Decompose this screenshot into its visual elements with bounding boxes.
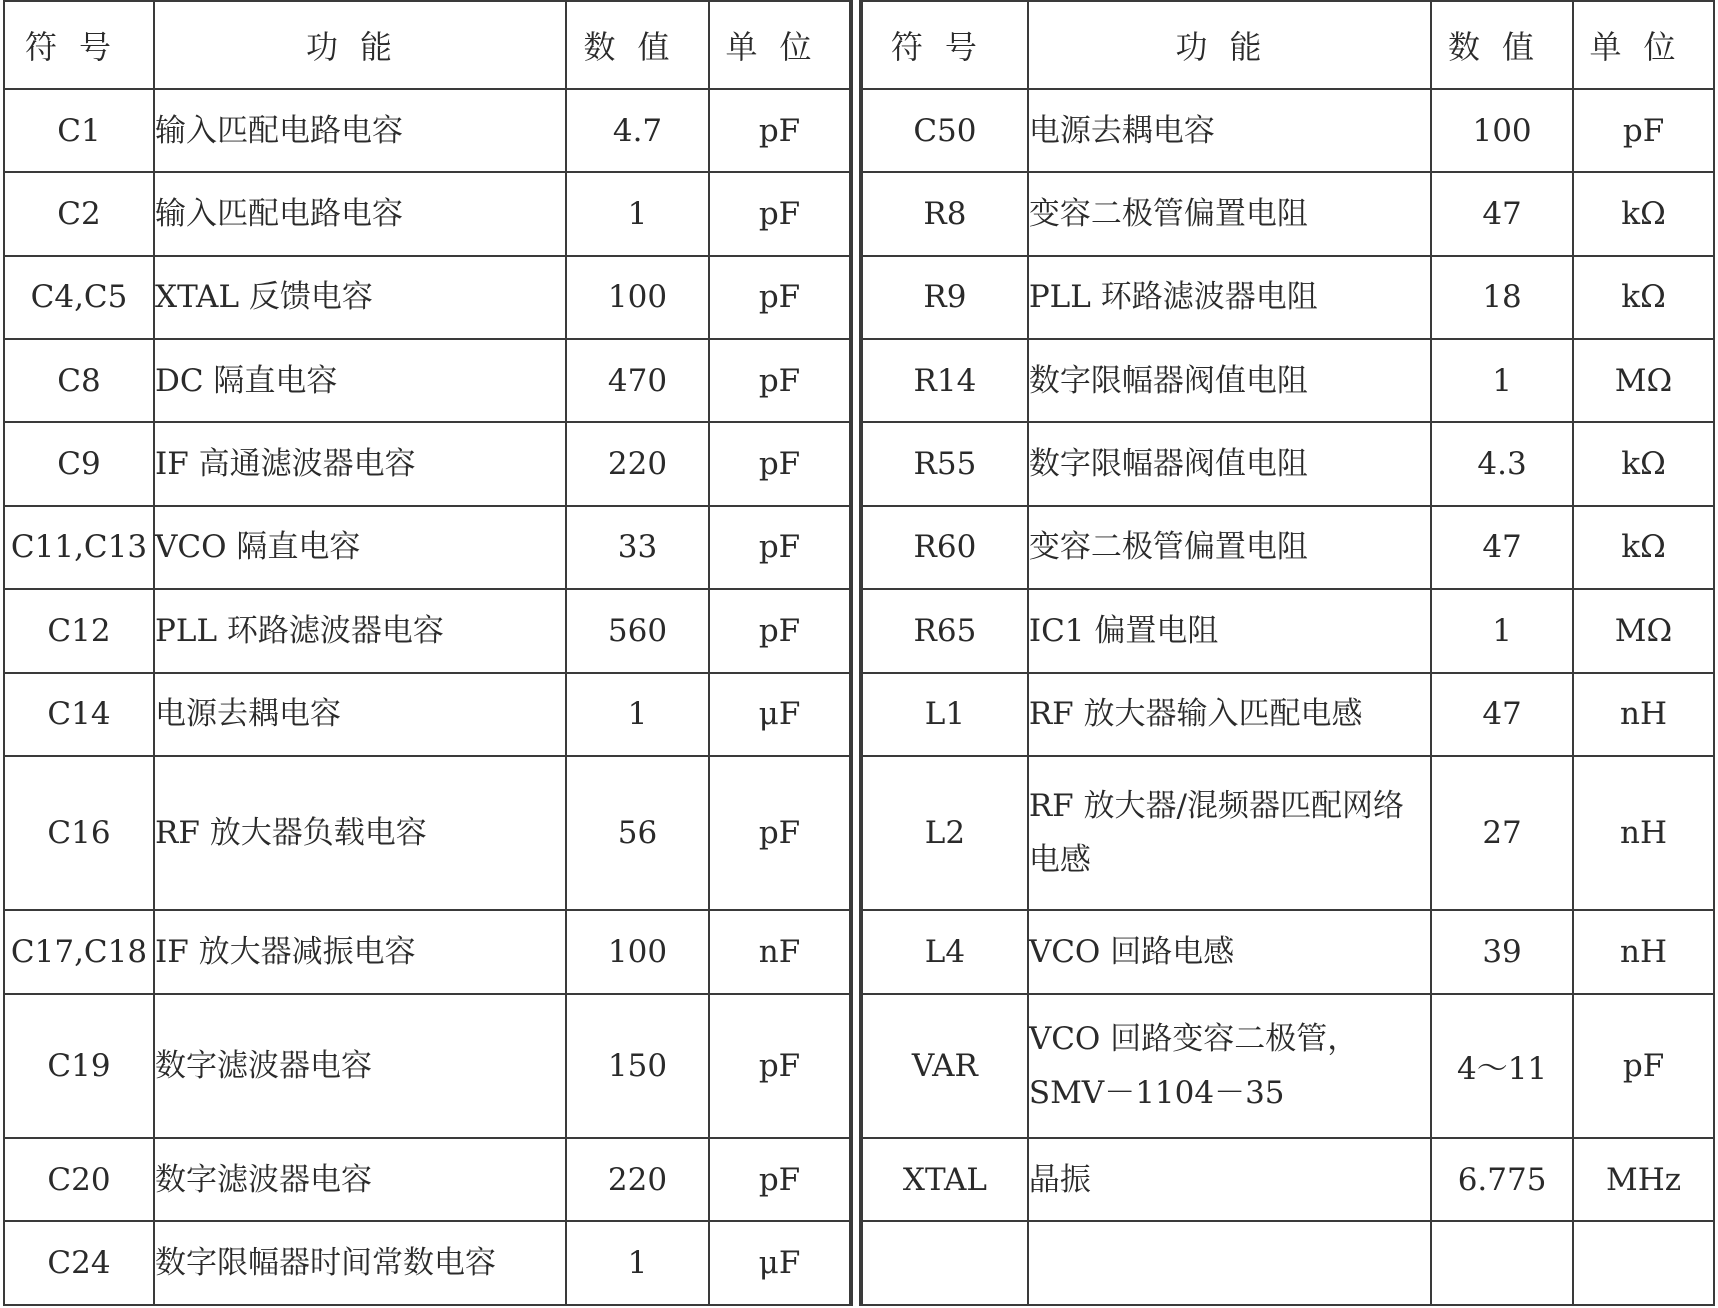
- cell-symbol: C16: [4, 756, 154, 911]
- cell-symbol: C9: [4, 422, 154, 505]
- table-row: [862, 910, 1714, 993]
- cell-symbol: [862, 1221, 1028, 1305]
- cell-function: 输入匹配电路电容: [154, 89, 566, 172]
- header-symbol: 符号: [4, 1, 154, 89]
- cell-unit: [1573, 1221, 1714, 1305]
- component-table-left: [3, 0, 851, 1306]
- cell-symbol: C4,C5: [4, 256, 154, 339]
- cell-value: 100: [566, 910, 709, 993]
- cell-unit: kΩ: [1573, 172, 1714, 255]
- cell-value: 4～11: [1431, 994, 1573, 1138]
- table-row: [4, 1221, 850, 1305]
- header-value: 数值: [566, 1, 709, 89]
- cell-function: VCO 回路变容二极管，SMV－1104－35: [1028, 994, 1431, 1138]
- cell-symbol: C50: [862, 89, 1028, 172]
- cell-function: 数字限幅器阀值电阻: [1028, 422, 1431, 505]
- cell-function: 数字限幅器阀值电阻: [1028, 339, 1431, 422]
- table-row: [4, 422, 850, 505]
- cell-unit: nH: [1573, 756, 1714, 911]
- table-row: [862, 89, 1714, 172]
- cell-function: 晶振: [1028, 1138, 1431, 1221]
- cell-unit: pF: [709, 994, 850, 1138]
- cell-symbol: R65: [862, 589, 1028, 672]
- table-row: [862, 339, 1714, 422]
- cell-value: 33: [566, 506, 709, 589]
- cell-unit: nH: [1573, 910, 1714, 993]
- table-row: [4, 89, 850, 172]
- cell-unit: pF: [709, 589, 850, 672]
- cell-unit: pF: [709, 89, 850, 172]
- table-row: [862, 256, 1714, 339]
- cell-function: RF 放大器负载电容: [154, 756, 566, 911]
- cell-unit: pF: [709, 339, 850, 422]
- table-row: [4, 172, 850, 255]
- cell-symbol: C17,C18: [4, 910, 154, 993]
- header-function: 功能: [1028, 1, 1431, 89]
- header-symbol: 符号: [862, 1, 1028, 89]
- table-row: [4, 910, 850, 993]
- cell-function: IF 放大器减振电容: [154, 910, 566, 993]
- cell-function: 数字滤波器电容: [154, 994, 566, 1138]
- cell-unit: pF: [709, 256, 850, 339]
- column-divider: [851, 0, 861, 1306]
- table-row: [862, 589, 1714, 672]
- cell-function: VCO 回路电感: [1028, 910, 1431, 993]
- cell-symbol: R9: [862, 256, 1028, 339]
- cell-symbol: XTAL: [862, 1138, 1028, 1221]
- cell-value: 1: [566, 1221, 709, 1305]
- cell-value: 18: [1431, 256, 1573, 339]
- cell-unit: MHz: [1573, 1138, 1714, 1221]
- right-table-body: [862, 89, 1714, 1305]
- cell-symbol: L2: [862, 756, 1028, 911]
- cell-symbol: C11,C13: [4, 506, 154, 589]
- cell-symbol: R14: [862, 339, 1028, 422]
- cell-function: IC1 偏置电阻: [1028, 589, 1431, 672]
- cell-value: 100: [566, 256, 709, 339]
- cell-value: 220: [566, 422, 709, 505]
- cell-symbol: L4: [862, 910, 1028, 993]
- cell-function: 数字限幅器时间常数电容: [154, 1221, 566, 1305]
- cell-symbol: C2: [4, 172, 154, 255]
- table-row: [862, 1138, 1714, 1221]
- cell-function: DC 隔直电容: [154, 339, 566, 422]
- header-unit: 单位: [1573, 1, 1714, 89]
- cell-unit: kΩ: [1573, 506, 1714, 589]
- cell-function: RF 放大器/混频器匹配网络电感: [1028, 756, 1431, 911]
- cell-symbol: C14: [4, 673, 154, 756]
- cell-value: 47: [1431, 172, 1573, 255]
- cell-function: PLL 环路滤波器电容: [154, 589, 566, 672]
- header-unit: 单位: [709, 1, 850, 89]
- cell-symbol: C24: [4, 1221, 154, 1305]
- cell-function: PLL 环路滤波器电阻: [1028, 256, 1431, 339]
- table-row: [862, 673, 1714, 756]
- table-row: [4, 256, 850, 339]
- cell-function: IF 高通滤波器电容: [154, 422, 566, 505]
- cell-value: 47: [1431, 673, 1573, 756]
- table-row: [4, 1138, 850, 1221]
- cell-unit: pF: [709, 172, 850, 255]
- cell-symbol: C19: [4, 994, 154, 1138]
- cell-symbol: C12: [4, 589, 154, 672]
- cell-unit: pF: [709, 506, 850, 589]
- cell-value: 150: [566, 994, 709, 1138]
- cell-function: [1028, 1221, 1431, 1305]
- cell-unit: pF: [709, 422, 850, 505]
- table-row: [4, 994, 850, 1138]
- cell-value: 470: [566, 339, 709, 422]
- cell-unit: nH: [1573, 673, 1714, 756]
- table-row: [862, 756, 1714, 911]
- table-row: [862, 1221, 1714, 1305]
- cell-function: VCO 隔直电容: [154, 506, 566, 589]
- cell-value: 47: [1431, 506, 1573, 589]
- cell-value: 1: [1431, 589, 1573, 672]
- cell-value: 4.7: [566, 89, 709, 172]
- cell-value: 4.3: [1431, 422, 1573, 505]
- header-row: [4, 1, 850, 89]
- component-table: [3, 0, 1715, 1306]
- cell-unit: kΩ: [1573, 422, 1714, 505]
- cell-unit: μF: [709, 673, 850, 756]
- cell-symbol: C8: [4, 339, 154, 422]
- cell-value: 220: [566, 1138, 709, 1221]
- cell-function: RF 放大器输入匹配电感: [1028, 673, 1431, 756]
- cell-value: 39: [1431, 910, 1573, 993]
- cell-unit: pF: [709, 756, 850, 911]
- table-row: [862, 172, 1714, 255]
- cell-unit: MΩ: [1573, 589, 1714, 672]
- component-table-right: [861, 0, 1715, 1306]
- cell-unit: MΩ: [1573, 339, 1714, 422]
- cell-function: 输入匹配电路电容: [154, 172, 566, 255]
- table-row: [4, 339, 850, 422]
- table-row: [862, 994, 1714, 1138]
- table-row: [4, 506, 850, 589]
- cell-value: 56: [566, 756, 709, 911]
- table-row: [4, 756, 850, 911]
- cell-symbol: R8: [862, 172, 1028, 255]
- table-row: [862, 422, 1714, 505]
- cell-value: 100: [1431, 89, 1573, 172]
- cell-function: 变容二极管偏置电阻: [1028, 172, 1431, 255]
- cell-value: 6.775: [1431, 1138, 1573, 1221]
- cell-value: 560: [566, 589, 709, 672]
- cell-unit: pF: [1573, 994, 1714, 1138]
- cell-symbol: R55: [862, 422, 1028, 505]
- cell-unit: nF: [709, 910, 850, 993]
- header-row: [862, 1, 1714, 89]
- cell-function: 数字滤波器电容: [154, 1138, 566, 1221]
- left-table-body: [4, 89, 850, 1305]
- cell-function: XTAL 反馈电容: [154, 256, 566, 339]
- cell-symbol: VAR: [862, 994, 1028, 1138]
- cell-unit: pF: [1573, 89, 1714, 172]
- cell-value: 1: [566, 673, 709, 756]
- cell-symbol: L1: [862, 673, 1028, 756]
- cell-unit: pF: [709, 1138, 850, 1221]
- cell-unit: μF: [709, 1221, 850, 1305]
- cell-symbol: C1: [4, 89, 154, 172]
- cell-symbol: C20: [4, 1138, 154, 1221]
- cell-symbol: R60: [862, 506, 1028, 589]
- header-function: 功能: [154, 1, 566, 89]
- cell-value: 27: [1431, 756, 1573, 911]
- cell-function: 电源去耦电容: [154, 673, 566, 756]
- table-row: [862, 506, 1714, 589]
- table-row: [4, 673, 850, 756]
- cell-function: 变容二极管偏置电阻: [1028, 506, 1431, 589]
- cell-unit: kΩ: [1573, 256, 1714, 339]
- table-row: [4, 589, 850, 672]
- header-value: 数值: [1431, 1, 1573, 89]
- cell-value: 1: [1431, 339, 1573, 422]
- cell-function: 电源去耦电容: [1028, 89, 1431, 172]
- cell-value: 1: [566, 172, 709, 255]
- cell-value: [1431, 1221, 1573, 1305]
